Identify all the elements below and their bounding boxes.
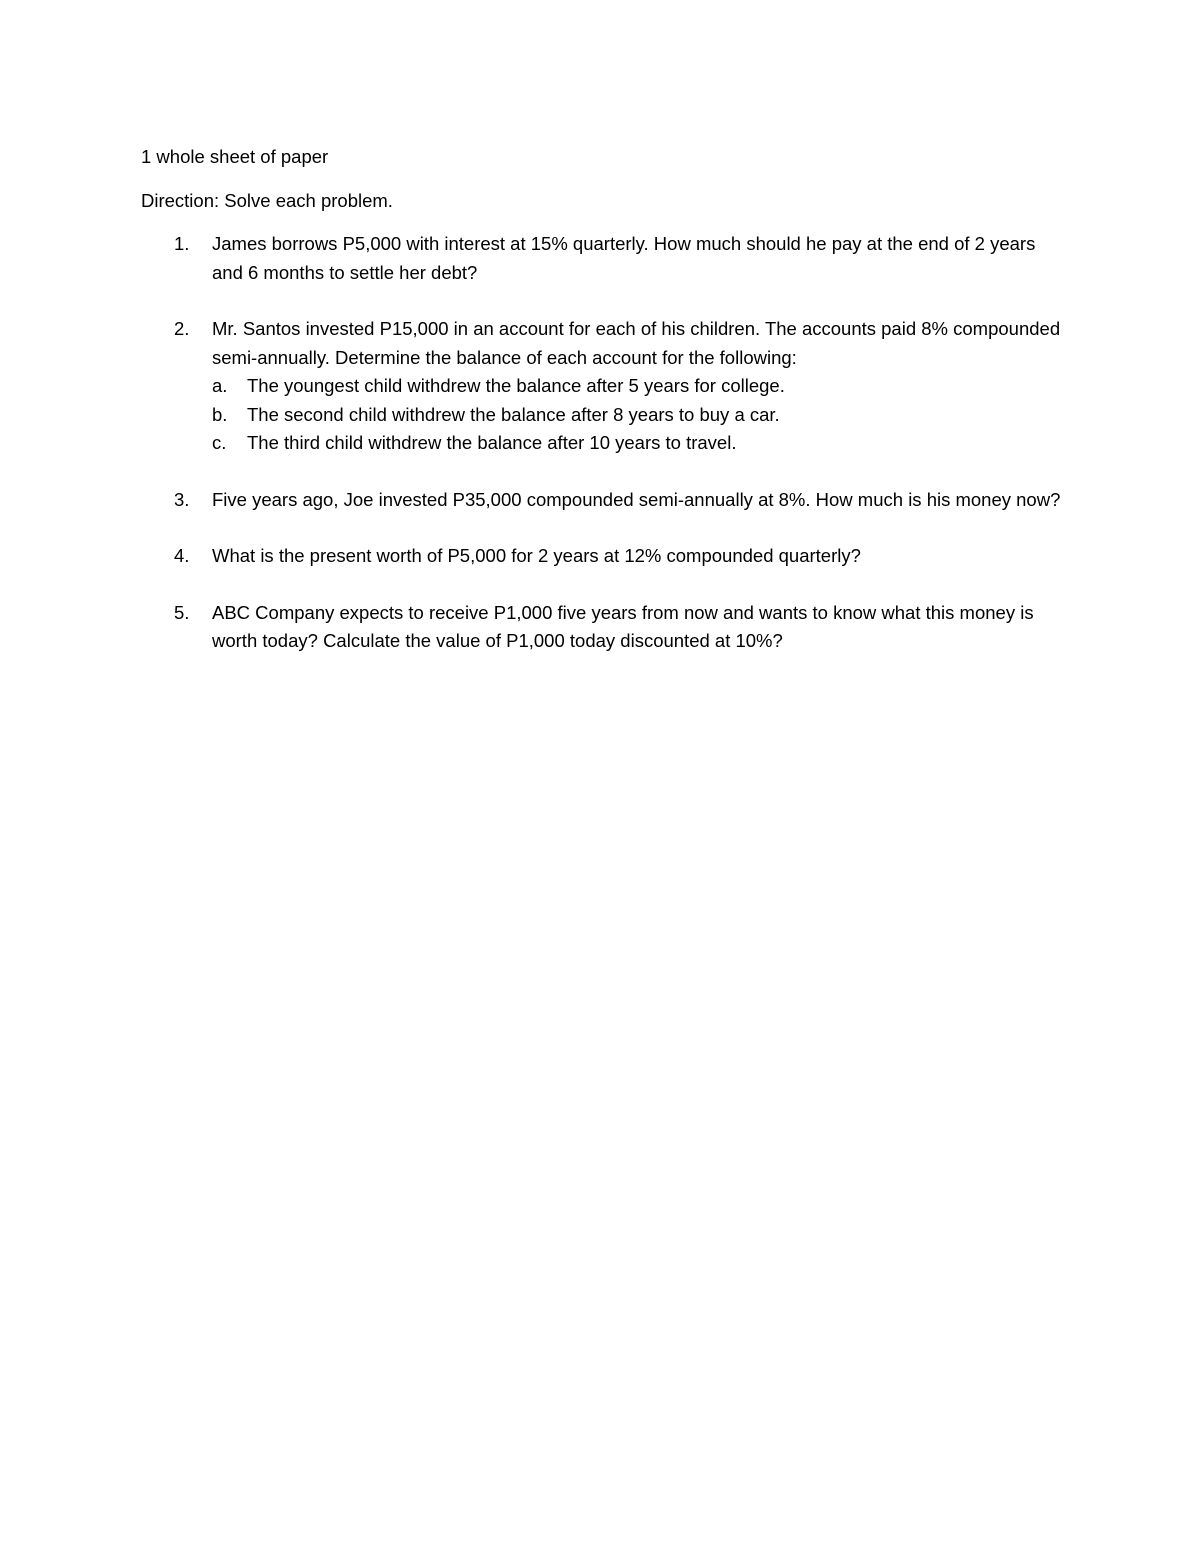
problem-item	[141, 599, 1061, 656]
sub-question-letter: c.	[212, 432, 227, 453]
problem-number: 2.	[174, 318, 190, 339]
problem-number: 3.	[174, 488, 190, 510]
header-note: 1 whole sheet of paper	[141, 146, 329, 167]
sub-question-item	[212, 429, 1061, 458]
sub-question-item	[212, 372, 1061, 401]
problem-text: What is the present worth of P5,000 for 2 years at 12% compounded quarterly?	[212, 545, 861, 566]
sub-question-letter: a.	[212, 375, 228, 396]
problem-list	[141, 230, 1061, 656]
sub-question-text: The youngest child withdrew the balance after 5 years for college.	[247, 375, 785, 396]
sub-question-text: The second child withdrew the balance after 8 years to buy a car.	[247, 403, 780, 425]
sub-question-text: The third child withdrew the balance after 10 years to travel.	[247, 432, 737, 453]
document-body	[141, 143, 1061, 684]
problem-item	[141, 230, 1061, 287]
problem-number: 1.	[174, 233, 190, 254]
direction-text: Direction: Solve each problem.	[141, 189, 393, 211]
problem-text: Five years ago, Joe invested P35,000 compounded semi-annually at 8%. How much is his money now?	[212, 488, 1061, 510]
problem-item	[141, 486, 1061, 515]
problem-item	[141, 542, 1061, 571]
problem-number: 4.	[174, 545, 190, 566]
problem-text: ABC Company expects to receive P1,000 five years from now and wants to know what this money is worth today? Calculate the value of P1,000 today discounted at 10%?	[212, 601, 1034, 651]
sub-question-letter: b.	[212, 403, 228, 425]
problem-item	[141, 315, 1061, 458]
problem-text: Mr. Santos invested P15,000 in an account for each of his children. The accounts paid 8% compounded semi-annually. Determine the balance of each account for the following:	[212, 318, 1061, 368]
sub-question-list	[212, 372, 1061, 458]
problem-number: 5.	[174, 601, 190, 623]
sub-question-item	[212, 401, 1061, 430]
problem-text: James borrows P5,000 with interest at 15% quarterly. How much should he pay at the end of 2 years and 6 months to settle her debt?	[212, 233, 1036, 283]
